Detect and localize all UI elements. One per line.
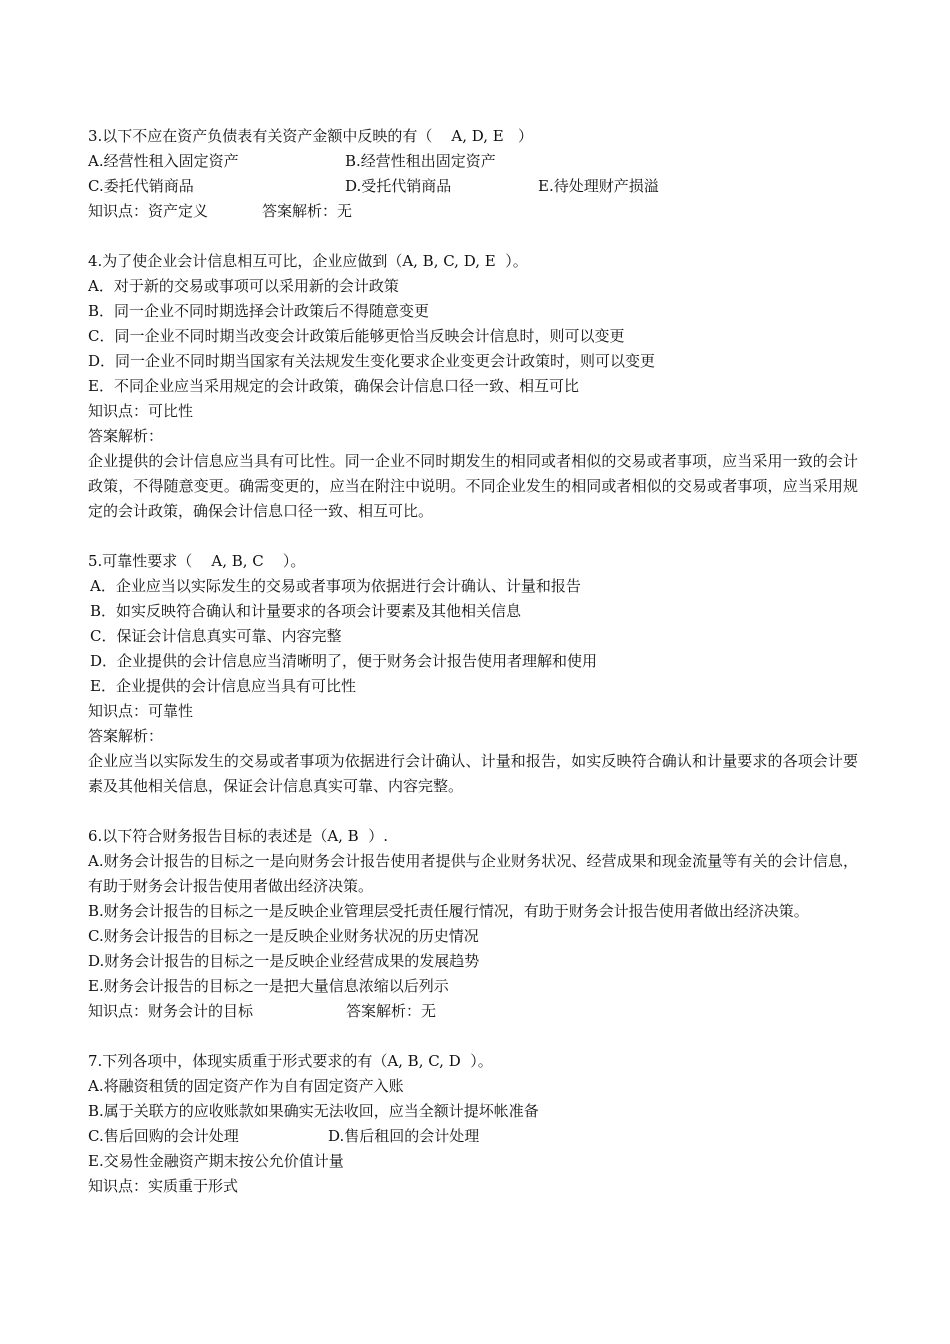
question-5: [88, 549, 858, 799]
option-a: A．企业应当以实际发生的交易或者事项为依据进行会计确认、计量和报告: [90, 577, 581, 595]
knowledge-row: [88, 199, 858, 224]
option-e: E．不同企业应当采用规定的会计政策，确保会计信息口径一致、相互可比: [88, 377, 579, 395]
option-c: C．同一企业不同时期当改变会计政策后能够更恰当反映会计信息时，则可以变更: [88, 327, 625, 345]
question-stem: 6.以下符合财务报告目标的表述是（A, B ）.: [88, 827, 389, 845]
option-b: B．同一企业不同时期选择会计政策后不得随意变更: [88, 302, 430, 320]
option-a: A．对于新的交易或事项可以采用新的会计政策: [88, 277, 399, 295]
knowledge-point: 知识点：可靠性: [88, 702, 194, 720]
option-c: C.委托代销商品: [88, 177, 194, 195]
question-7: [88, 1049, 858, 1199]
option-a: A.经营性租入固定资产: [88, 152, 239, 170]
question-3: [88, 124, 858, 224]
option-b: B.属于关联方的应收账款如果确实无法收回，应当全额计提坏帐准备: [88, 1102, 539, 1120]
question-stem: 4.为了使企业会计信息相互可比，企业应做到（A, B, C, D, E ）。: [88, 252, 528, 270]
option-c: C.财务会计报告的目标之一是反映企业财务状况的历史情况: [88, 927, 479, 945]
option-b: B.经营性租出固定资产: [345, 152, 496, 170]
question-4: [88, 249, 858, 524]
option-c: C.售后回购的会计处理: [88, 1127, 239, 1145]
knowledge-point: 知识点：资产定义: [88, 202, 209, 220]
option-e: E．企业提供的会计信息应当具有可比性: [90, 677, 356, 695]
option-d: D.售后租回的会计处理: [328, 1127, 480, 1145]
answer-analysis: 答案解析：无: [346, 1002, 437, 1020]
option-b: B．如实反映符合确认和计量要求的各项会计要素及其他相关信息: [90, 602, 522, 620]
option-c: C．保证会计信息真实可靠、内容完整: [90, 627, 342, 645]
answer-analysis-text: 企业应当以实际发生的交易或者事项为依据进行会计确认、计量和报告，如实反映符合确认和计量要求的各项会计要素及其他相关信息，保证会计信息真实可靠、内容完整。: [88, 752, 858, 795]
option-d: D.财务会计报告的目标之一是反映企业经营成果的发展趋势: [88, 952, 480, 970]
question-6: [88, 824, 858, 1024]
document-page: [88, 124, 858, 1224]
option-e: E.交易性金融资产期末按公允价值计量: [88, 1152, 344, 1170]
option-d: D．同一企业不同时期当国家有关法规发生变化要求企业变更会计政策时，则可以变更: [88, 352, 656, 370]
option-d: D.受托代销商品: [345, 177, 452, 195]
knowledge-point: 知识点：财务会计的目标: [88, 1002, 254, 1020]
knowledge-row: [88, 999, 858, 1024]
question-stem: 7.下列各项中，体现实质重于形式要求的有（A, B, C, D ）。: [88, 1052, 493, 1070]
option-b: B.财务会计报告的目标之一是反映企业管理层受托责任履行情况，有助于财务会计报告使用者做出经济决策。: [88, 902, 809, 920]
knowledge-point: 知识点：可比性: [88, 402, 194, 420]
option-e: E.财务会计报告的目标之一是把大量信息浓缩以后列示: [88, 977, 449, 995]
answer-analysis-text: 企业提供的会计信息应当具有可比性。同一企业不同时期发生的相同或者相似的交易或者事项，应当采用一致的会计政策，不得随意变更。确需变更的，应当在附注中说明。不同企业发生的相同或者相似的交易或者事项，应当采用规定的会计政策，确保会计信息口径一致、相互可比。: [88, 452, 858, 520]
option-row: [88, 174, 858, 199]
question-stem: 3.以下不应在资产负债表有关资产金额中反映的有（ A, D, E ）: [88, 127, 534, 145]
answer-analysis-label: 答案解析：: [88, 427, 164, 445]
option-row: [88, 149, 858, 174]
option-row: [88, 1124, 858, 1149]
option-a: A.财务会计报告的目标之一是向财务会计报告使用者提供与企业财务状况、经营成果和现金流量等有关的会计信息，有助于财务会计报告使用者做出经济决策。: [88, 852, 858, 895]
knowledge-point: 知识点：实质重于形式: [88, 1177, 239, 1195]
option-a: A.将融资租赁的固定资产作为自有固定资产入账: [88, 1077, 404, 1095]
option-e: E.待处理财产损溢: [538, 177, 659, 195]
answer-analysis-label: 答案解析：: [88, 727, 164, 745]
answer-analysis: 答案解析：无: [262, 202, 353, 220]
option-d: D．企业提供的会计信息应当清晰明了，便于财务会计报告使用者理解和使用: [90, 652, 598, 670]
question-stem: 5.可靠性要求（ A, B, C ）。: [88, 552, 306, 570]
